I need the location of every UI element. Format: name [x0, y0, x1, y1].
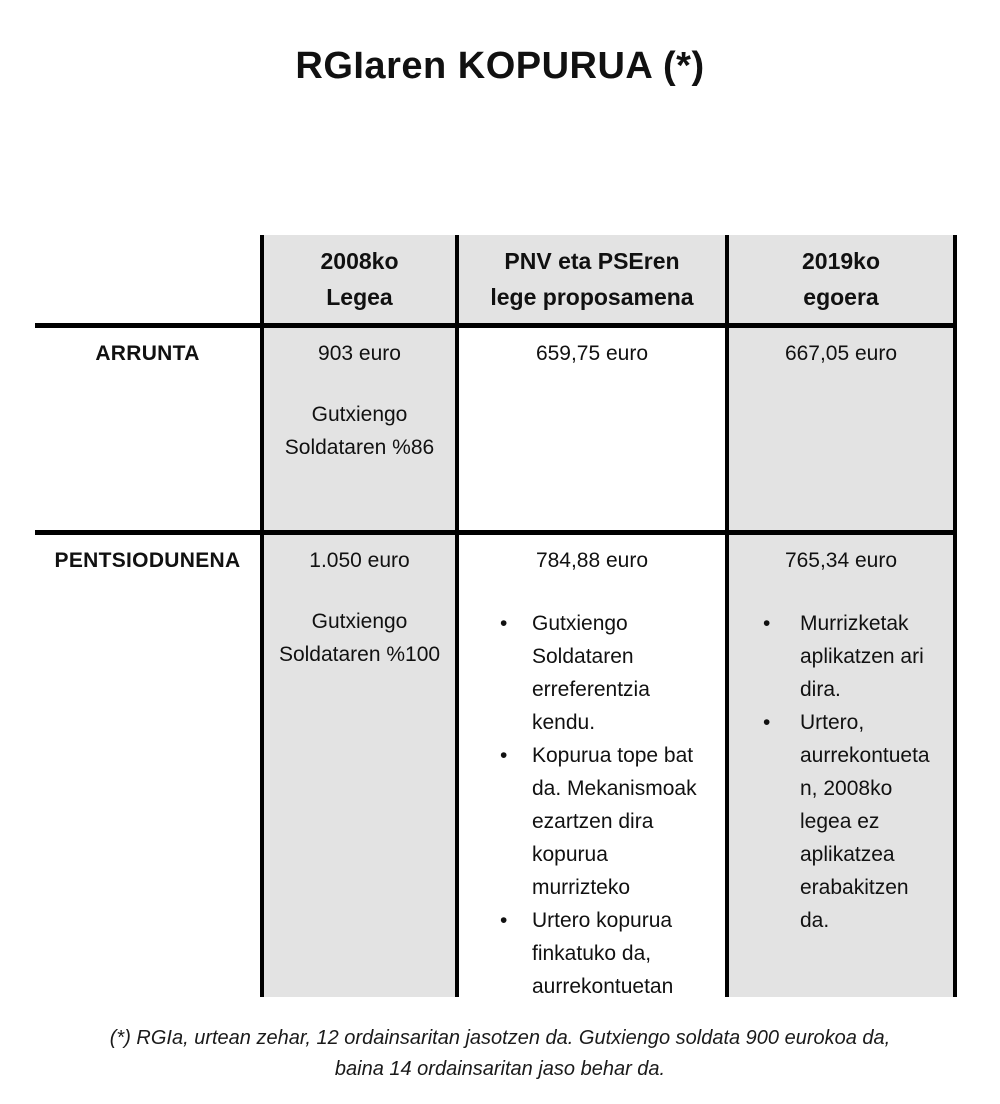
- row-label-cell: [35, 535, 260, 997]
- cell-notes: [264, 398, 455, 464]
- column-header-line: PNV eta PSEren: [504, 248, 680, 274]
- footnote-line: baina 14 ordainsaritan jaso behar da.: [334, 1058, 666, 1080]
- row-label-arrunta: ARRUNTA: [95, 342, 200, 365]
- bullet-item: • Murrizketak aplikatzen ari dira.: [729, 607, 953, 706]
- rgi-table: [35, 235, 957, 997]
- bullet-item: • Kopurua tope bat da. Mekanismoak ezartzen dira kopurua murrizteko: [459, 739, 725, 904]
- note-line: Soldataren %86: [284, 436, 435, 459]
- column-header-line: egoera: [803, 284, 879, 310]
- amount-value: 765,34 euro: [784, 549, 898, 572]
- amount-value: 784,88 euro: [535, 549, 649, 572]
- note-line: Gutxiengo: [311, 403, 408, 426]
- cell-arrunta-pnv-pse: [455, 328, 725, 530]
- footnote: [0, 1023, 1000, 1085]
- bullet-item: • Urtero kopurua finkatuko da, aurrekontuetan: [459, 904, 725, 1003]
- infographic-page: [0, 42, 1000, 1104]
- column-header-line: Legea: [326, 284, 393, 310]
- header-corner-cell: [35, 235, 260, 323]
- row-label-cell: [35, 328, 260, 530]
- cell-arrunta-2008ko: [260, 328, 455, 530]
- amount-value: 903 euro: [318, 342, 401, 365]
- table-row-pentsiodunena: [35, 535, 957, 997]
- bullet-list: [729, 607, 953, 937]
- column-header-line: lege proposamena: [490, 284, 694, 310]
- amount-value: 659,75 euro: [535, 342, 649, 365]
- page-title: RGIaren KOPURUA (*): [295, 45, 705, 87]
- column-header-line: 2019ko: [801, 248, 880, 274]
- footnote-line: (*) RGIa, urtean zehar, 12 ordainsaritan jasotzen da. Gutxiengo soldata 900 eurokoa da,: [109, 1027, 891, 1049]
- table-header-row: [35, 235, 957, 323]
- cell-pentsiodunena-2008ko: [260, 535, 455, 997]
- bullet-list: [459, 607, 725, 1003]
- amount-value: 667,05 euro: [784, 342, 898, 365]
- column-header-pnv-pse-proposamena: [455, 235, 725, 323]
- column-header-line: 2008ko: [320, 248, 399, 274]
- table-row-arrunta: [35, 328, 957, 530]
- note-line: Gutxiengo: [311, 610, 408, 633]
- cell-arrunta-2019ko: [725, 328, 957, 530]
- cell-pentsiodunena-2019ko: [725, 535, 957, 997]
- bullet-item: • Urtero, aurrekontuetan, 2008ko legea ez aplikatzea erabakitzen da.: [729, 706, 953, 937]
- note-line: Soldataren %100: [278, 643, 441, 666]
- column-header-2008ko-legea: [260, 235, 455, 323]
- cell-notes: [264, 605, 455, 671]
- cell-pentsiodunena-pnv-pse: [455, 535, 725, 997]
- column-header-2019ko-egoera: [725, 235, 957, 323]
- amount-value: 1.050 euro: [309, 549, 410, 572]
- row-label-pentsiodunena: PENTSIODUNENA: [54, 549, 241, 572]
- bullet-item: • Gutxiengo Soldataren erreferentzia kendu.: [459, 607, 725, 739]
